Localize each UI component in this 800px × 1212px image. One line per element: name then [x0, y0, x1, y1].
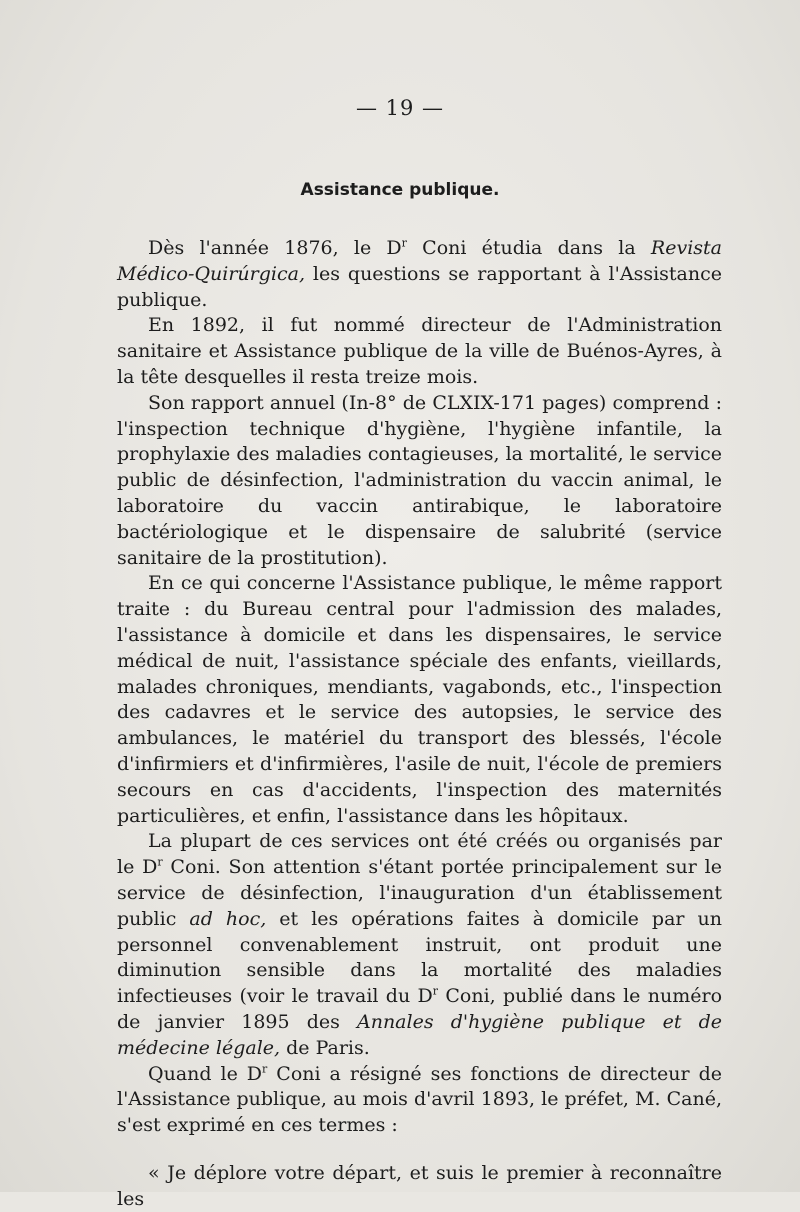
paragraph-7-quote: « Je déplore votre départ, et suis le premier à reconnaître les	[117, 1161, 722, 1210]
p1-text-b: Coni étudia dans la	[406, 237, 651, 259]
p5-text-b: Coni. Son attention s'étant portée principalement sur le service de désinfection, l'inauguration d'un établissement public	[117, 856, 722, 930]
paragraph-4: En ce qui concerne l'Assistance publique, le même rapport traite : du Bureau central pour l'admission des malades, l'assistance à domicile et dans les dispensaires, le service médical de nuit, l'assistance spéciale des enfants, vieillards, malades chroniques, mendiants, vagabonds, etc., l'inspection des cadavres et le service des autopsies, le service des ambulances, le matériel du transport des blessés, l'école d'infirmiers et d'infirmières, l'asile de nuit, l'école de premiers secours en cas d'accidents, l'inspection des maternités particulières, et enfin, l'assistance dans les hôpitaux.	[117, 572, 722, 827]
p6-text-b: Coni a résigné ses fonctions de directeur de l'Assistance publique, au mois d'avril 1893, le préfet, M. Cané, s'est exprimé en ces termes :	[117, 1062, 722, 1137]
paragraph-2: En 1892, il fut nommé directeur de l'Administration sanitaire et Assistance publique de la ville de Buénos-Ayres, à la tête desquelles il resta treize mois.	[117, 314, 722, 388]
p1-journal-title: Revista Médico-Quirúrgica,	[117, 237, 722, 285]
p5-text-a: La plupart de ces services ont été créés ou organisés par le D	[117, 830, 722, 879]
p1-text-a: Dès l'année 1876, le D	[148, 237, 402, 259]
paragraph-6	[117, 1062, 722, 1139]
p5-em-annales: Annales d'hygiène publique et de médecine légale,	[117, 1010, 723, 1059]
paragraph-3: Son rapport annuel (In-8° de CLXIX-171 pages) comprend : l'inspection technique d'hygiène, l'hygiène infantile, la prophylaxie des maladies contagieuses, la mortalité, le service public de désinfection, l'administration du vaccin animal, le laboratoire du vaccin antirabique, le laboratoire bactériologique et le dispensaire de salubrité (service sanitaire de la prostitution).	[117, 391, 722, 569]
paragraph-1	[117, 236, 722, 313]
body-text	[117, 236, 722, 1212]
p6-sup: r	[262, 1062, 268, 1076]
p5-sup-1: r	[157, 855, 163, 869]
p5-text-d: Coni, publié dans le numéro de janvier 1895 des	[117, 985, 723, 1033]
p1-sup: r	[401, 236, 407, 250]
section-title: Assistance publique.	[300, 180, 500, 200]
p5-text-c: et les opérations faites à domicile par un personnel convenablement instruit, ont produit une diminution sensible dans la mortalité des maladies infectieuses (voir le travail du D	[117, 907, 722, 1008]
paragraph-5	[117, 829, 722, 1061]
p1-text-c: les questions se rapportant à l'Assistance publique.	[117, 262, 722, 311]
p5-sup-2: r	[432, 984, 439, 998]
p6-text-a: Quand le D	[148, 1062, 263, 1085]
p5-text-e: de Paris.	[280, 1036, 370, 1059]
p5-em-ad-hoc: ad hoc,	[189, 907, 267, 930]
page-number: — 19 —	[355, 96, 445, 120]
